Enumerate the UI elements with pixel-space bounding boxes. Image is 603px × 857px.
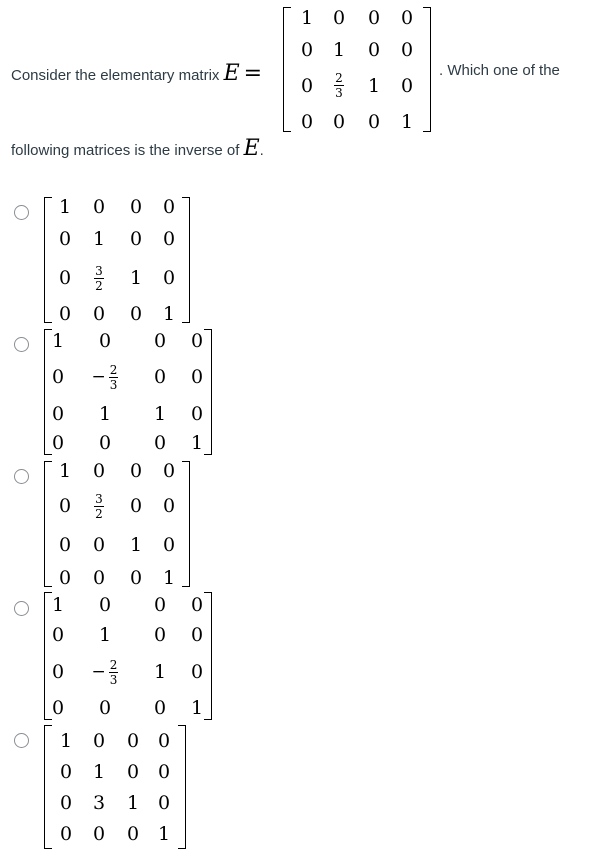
matrix-entry: − $\frac{2}{3}$ — [91, 362, 118, 392]
matrix-entry: 0 — [59, 760, 73, 783]
matrix-entry: $\frac{3}{2}$ — [95, 263, 103, 293]
matrix-entry: 0 — [162, 228, 176, 250]
matrix-entry: 0 — [51, 661, 65, 683]
matrix-entry: 0 — [92, 822, 106, 845]
matrix-entry: 1 — [92, 760, 106, 783]
matrix-entry: 0 — [58, 495, 72, 517]
matrix-entry: 1 — [157, 822, 171, 845]
matrix-entry: 0 — [153, 432, 167, 454]
matrix-entry: 1 — [162, 566, 176, 589]
radio-button-b[interactable] — [14, 337, 29, 352]
matrix-entry: 0 — [300, 38, 314, 61]
option-d-matrix — [44, 592, 212, 720]
matrix-entry: 0 — [98, 697, 112, 719]
matrix-entry: 0 — [367, 110, 381, 133]
matrix-entry: 1 — [59, 729, 73, 752]
radio-button-d[interactable] — [14, 601, 29, 616]
radio-button-c[interactable] — [14, 469, 29, 484]
matrix-entry: 0 — [400, 6, 414, 29]
matrix-entry: 1 — [51, 330, 65, 352]
question-period: . — [259, 142, 264, 159]
matrix-entry: 0 — [162, 195, 176, 218]
matrix-entry: 0 — [157, 729, 171, 752]
matrix-entry: 0 — [126, 822, 140, 845]
matrix-entry: 0 — [332, 110, 346, 133]
matrix-entry: 1 — [300, 6, 314, 29]
question-text-after: . Which one of the — [439, 62, 560, 79]
matrix-entry: $\frac{3}{2}$ — [95, 491, 103, 521]
matrix-entry: 1 — [126, 791, 140, 814]
matrix-e — [283, 7, 431, 132]
matrix-entry: 0 — [92, 534, 106, 556]
question-text-before: Consider the elementary matrix — [11, 67, 220, 84]
matrix-entry: 1 — [367, 74, 381, 97]
matrix-entry: 1 — [98, 403, 112, 425]
matrix-entry: 0 — [98, 432, 112, 454]
matrix-entry: 0 — [190, 330, 204, 352]
matrix-entry: 0 — [129, 495, 143, 517]
matrix-entry: 0 — [126, 729, 140, 752]
matrix-entry: 1 — [332, 38, 346, 61]
matrix-entry: 3 — [92, 791, 106, 814]
matrix-entry: 0 — [58, 267, 72, 289]
matrix-entry: 0 — [190, 594, 204, 616]
matrix-entry: 1 — [92, 228, 106, 250]
matrix-entry: 0 — [129, 302, 143, 325]
matrix-entry: 0 — [162, 267, 176, 289]
matrix-entry: 0 — [400, 38, 414, 61]
matrix-entry: 0 — [153, 594, 167, 616]
option-b-matrix — [44, 329, 212, 455]
matrix-entry: 0 — [162, 459, 176, 482]
matrix-entry: 0 — [332, 6, 346, 29]
matrix-entry: 0 — [51, 403, 65, 425]
matrix-entry: 1 — [153, 661, 167, 683]
matrix-entry: 0 — [129, 566, 143, 589]
matrix-entry: 1 — [190, 432, 204, 454]
matrix-entry: 1 — [190, 697, 204, 719]
matrix-entry: 0 — [157, 791, 171, 814]
matrix-entry: 1 — [58, 195, 72, 218]
matrix-entry: 0 — [92, 195, 106, 218]
matrix-entry: 1 — [58, 459, 72, 482]
matrix-entry: 0 — [51, 697, 65, 719]
matrix-entry: 0 — [190, 661, 204, 683]
question-text-start — [11, 61, 262, 86]
matrix-entry: 0 — [59, 822, 73, 845]
option-c-matrix — [44, 461, 190, 587]
matrix-entry: 0 — [92, 566, 106, 589]
matrix-entry: 0 — [367, 6, 381, 29]
matrix-entry: 0 — [190, 624, 204, 646]
matrix-entry: 0 — [153, 624, 167, 646]
matrix-entry: 0 — [162, 495, 176, 517]
matrix-entry: 1 — [129, 534, 143, 556]
matrix-entry: 0 — [98, 330, 112, 352]
matrix-entry: 1 — [98, 624, 112, 646]
matrix-entry: 0 — [58, 228, 72, 250]
matrix-entry: 1 — [400, 110, 414, 133]
variable-e: E — [223, 61, 240, 86]
matrix-entry: 1 — [129, 267, 143, 289]
matrix-entry: 0 — [92, 459, 106, 482]
matrix-entry: 0 — [98, 594, 112, 616]
matrix-entry: 0 — [190, 366, 204, 388]
matrix-entry: 0 — [190, 403, 204, 425]
matrix-entry: 0 — [58, 302, 72, 325]
matrix-entry: 0 — [367, 38, 381, 61]
matrix-entry: 0 — [129, 228, 143, 250]
option-a-matrix — [44, 197, 190, 323]
question-text-line2: following matrices is the inverse of — [11, 142, 240, 159]
variable-e-2: E — [243, 136, 260, 161]
matrix-entry: 0 — [129, 459, 143, 482]
matrix-entry: 1 — [51, 594, 65, 616]
matrix-entry: 0 — [153, 697, 167, 719]
matrix-entry: $\frac{2}{3}$ — [335, 71, 343, 100]
matrix-entry: 0 — [153, 366, 167, 388]
matrix-entry: 0 — [300, 74, 314, 97]
radio-button-a[interactable] — [14, 205, 29, 220]
matrix-entry: 0 — [157, 760, 171, 783]
option-e-matrix — [44, 725, 186, 849]
matrix-entry: 0 — [126, 760, 140, 783]
matrix-entry: 0 — [153, 330, 167, 352]
question-line-2 — [11, 136, 264, 161]
radio-button-e[interactable] — [14, 733, 29, 748]
matrix-entry: 0 — [400, 74, 414, 97]
matrix-entry: 0 — [92, 729, 106, 752]
matrix-entry: − $\frac{2}{3}$ — [91, 657, 118, 687]
matrix-entry: 0 — [92, 302, 106, 325]
matrix-entry: 0 — [51, 432, 65, 454]
matrix-entry: 1 — [162, 302, 176, 325]
matrix-entry: 0 — [58, 566, 72, 589]
matrix-entry: 0 — [51, 624, 65, 646]
equals-sign: = — [243, 61, 263, 86]
matrix-entry: 0 — [162, 534, 176, 556]
matrix-entry: 0 — [300, 110, 314, 133]
matrix-entry: 0 — [51, 366, 65, 388]
matrix-entry: 0 — [58, 534, 72, 556]
matrix-entry: 0 — [59, 791, 73, 814]
matrix-entry: 1 — [153, 403, 167, 425]
matrix-entry: 0 — [129, 195, 143, 218]
